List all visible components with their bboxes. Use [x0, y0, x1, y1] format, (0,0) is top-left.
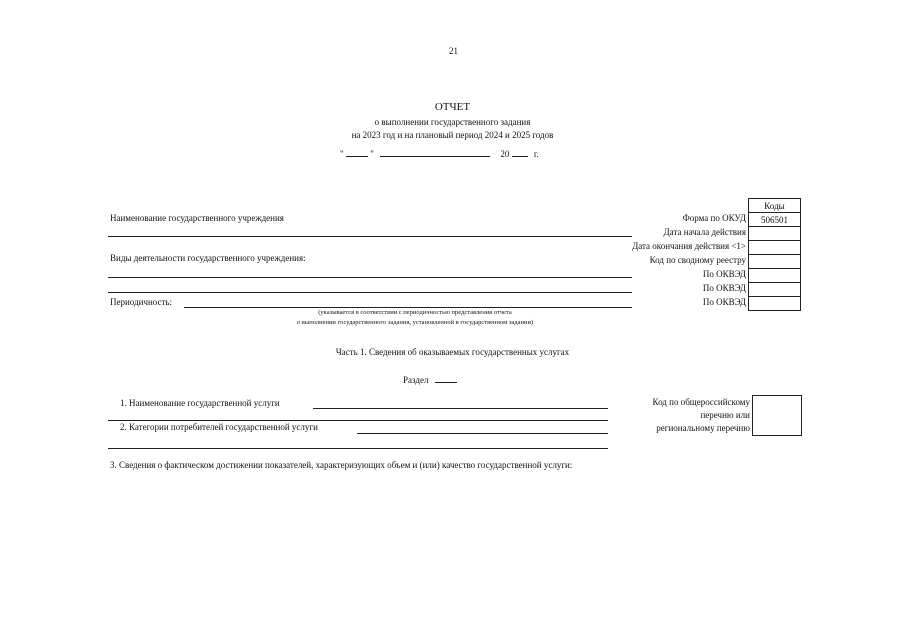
codes-header: Коды	[749, 199, 801, 213]
code-okved-3[interactable]	[749, 297, 801, 311]
codes-table	[748, 198, 801, 311]
service-name-field-line[interactable]	[313, 408, 608, 409]
periodicity-field-line[interactable]	[184, 307, 632, 308]
label-okved-1: По ОКВЭД	[702, 269, 746, 279]
code-okud[interactable]: 506501	[749, 213, 801, 227]
section-line	[403, 372, 457, 385]
label-okud: Форма по ОКУД	[682, 213, 746, 223]
periodicity-note-2: о выполнении государственного задания, установленной в государственном задании)	[296, 319, 534, 326]
activity-field-line-1[interactable]	[108, 277, 632, 278]
code-registry[interactable]	[749, 255, 801, 269]
institution-label: Наименование государственного учреждения	[110, 213, 284, 223]
periodicity-note-1: (указывается в соответствии с периодичностью представления отчета	[318, 309, 512, 316]
date-suffix: г.	[533, 149, 539, 159]
section-label: Раздел	[403, 375, 429, 385]
report-subtitle-1: о выполнении государственного задания	[374, 117, 531, 127]
activity-label: Виды деятельности государственного учреждения:	[110, 253, 306, 263]
institution-field-line[interactable]	[108, 236, 632, 237]
part-title: Часть 1. Сведения об оказываемых государственных услугах	[335, 347, 570, 357]
date-line	[340, 146, 539, 159]
label-okved-2: По ОКВЭД	[702, 283, 746, 293]
service-name-field-line-2[interactable]	[108, 420, 608, 421]
page-number: 21	[449, 46, 458, 56]
label-start-date: Дата начала действия	[663, 227, 746, 237]
report-subtitle-2: на 2023 год и на плановый период 2024 и 2025 годов	[351, 130, 554, 140]
section3-heading: 3. Сведения о фактическом достижении показателей, характеризующих объем и (или) качество государственной услуги:	[110, 460, 573, 470]
date-quote-close: "	[370, 149, 374, 159]
consumers-field-line[interactable]	[357, 433, 608, 434]
registry-label-3: региональному перечню	[656, 423, 750, 433]
date-quote-open: "	[340, 149, 344, 159]
activity-field-line-2[interactable]	[108, 292, 632, 293]
code-okved-1[interactable]	[749, 269, 801, 283]
code-end-date[interactable]	[749, 241, 801, 255]
code-start-date[interactable]	[749, 227, 801, 241]
label-okved-3: По ОКВЭД	[702, 297, 746, 307]
code-okved-2[interactable]	[749, 283, 801, 297]
report-title: ОТЧЕТ	[434, 101, 471, 113]
section-number-field[interactable]	[435, 372, 457, 383]
date-year-prefix: 20	[500, 149, 510, 159]
registry-code-box[interactable]	[752, 395, 802, 436]
registry-label-2: перечню или	[700, 410, 750, 420]
periodicity-label: Периодичность:	[110, 297, 173, 307]
consumers-field-line-2[interactable]	[108, 448, 608, 449]
date-month-field[interactable]	[380, 146, 490, 157]
date-day-field[interactable]	[346, 146, 368, 157]
label-end-date: Дата окончания действия <1>	[632, 241, 746, 251]
label-registry: Код по сводному реестру	[649, 255, 746, 265]
date-year-field[interactable]	[512, 146, 528, 157]
registry-label-1: Код по общероссийскому	[652, 397, 750, 407]
service-name-label: 1. Наименование государственной услуги	[120, 398, 280, 408]
consumers-label: 2. Категории потребителей государственной услуги	[120, 422, 318, 432]
